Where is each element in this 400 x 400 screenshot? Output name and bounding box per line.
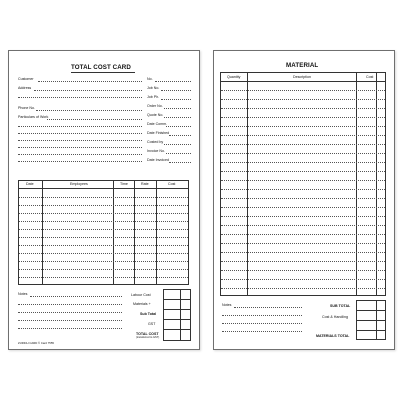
table-row[interactable] bbox=[19, 229, 188, 230]
sub-total-label: Sub Total bbox=[140, 312, 157, 316]
table-row[interactable] bbox=[221, 162, 385, 163]
particulars-label: Particulars of Work bbox=[18, 115, 49, 119]
table-row[interactable] bbox=[221, 270, 385, 271]
title-underline bbox=[71, 72, 135, 73]
summary-row-rule bbox=[356, 310, 386, 311]
job-no-label: Job No. bbox=[147, 86, 160, 90]
job-ph-field[interactable] bbox=[161, 99, 191, 100]
summary-box bbox=[163, 289, 191, 341]
order-no-field[interactable] bbox=[164, 108, 191, 109]
address-field-1[interactable] bbox=[34, 90, 142, 91]
table-row[interactable] bbox=[221, 198, 385, 199]
job-ph-label: Job Ph. bbox=[147, 95, 160, 99]
material-table-header-rule bbox=[220, 81, 386, 82]
customer-field[interactable] bbox=[38, 81, 142, 82]
table-row[interactable] bbox=[221, 216, 385, 217]
total-cost-card bbox=[8, 50, 200, 350]
col-quantity: Quantity bbox=[227, 75, 241, 79]
particulars-field-6[interactable] bbox=[18, 154, 142, 155]
notes-line[interactable] bbox=[18, 328, 122, 329]
date-finished-label: Date Finished bbox=[147, 131, 170, 135]
quote-no-label: Quote No. bbox=[147, 113, 164, 117]
table-row[interactable] bbox=[221, 207, 385, 208]
table-row[interactable] bbox=[19, 261, 188, 262]
table-row[interactable] bbox=[19, 213, 188, 214]
particulars-field-3[interactable] bbox=[18, 133, 142, 134]
col-date: Date bbox=[26, 182, 34, 186]
labour-table-header-rule bbox=[18, 188, 189, 189]
notes-line[interactable] bbox=[18, 304, 122, 305]
col-rate: Rate bbox=[141, 182, 149, 186]
table-row[interactable] bbox=[221, 279, 385, 280]
date-invoiced-field[interactable] bbox=[169, 162, 191, 163]
col-time: Time bbox=[120, 182, 128, 186]
date-finished-field[interactable] bbox=[169, 135, 191, 136]
particulars-field-5[interactable] bbox=[18, 147, 142, 148]
summary-row-rule bbox=[163, 299, 191, 300]
material-col-divider bbox=[247, 72, 248, 296]
table-row[interactable] bbox=[221, 126, 385, 127]
summary-col-divider bbox=[180, 289, 181, 341]
col-cost: Cost bbox=[168, 182, 176, 186]
address-field-2[interactable] bbox=[18, 97, 142, 98]
quote-no-field[interactable] bbox=[164, 117, 191, 118]
cost-handling-label: Cost & Handling bbox=[322, 315, 348, 319]
card-title: TOTAL COST CARD bbox=[71, 64, 131, 71]
table-row[interactable] bbox=[221, 108, 385, 109]
notes-line[interactable] bbox=[222, 331, 302, 332]
date-comm-field[interactable] bbox=[166, 126, 191, 127]
table-row[interactable] bbox=[19, 197, 188, 198]
table-row[interactable] bbox=[19, 237, 188, 238]
no-label: No. bbox=[147, 77, 153, 81]
table-row[interactable] bbox=[221, 171, 385, 172]
costed-by-field[interactable] bbox=[164, 144, 191, 145]
notes-line[interactable] bbox=[234, 307, 302, 308]
table-row[interactable] bbox=[221, 252, 385, 253]
sub-total-label: SUB TOTAL bbox=[330, 304, 351, 308]
date-comm-label: Date Comm. bbox=[147, 122, 168, 126]
phone-field[interactable] bbox=[36, 110, 142, 111]
card-title: MATERIAL bbox=[286, 62, 319, 69]
notes-line[interactable] bbox=[222, 315, 302, 316]
particulars-field-4[interactable] bbox=[18, 140, 142, 141]
table-row[interactable] bbox=[221, 99, 385, 100]
particulars-field-2[interactable] bbox=[18, 126, 142, 127]
invoice-no-label: Invoice No. bbox=[147, 149, 165, 153]
summary-row-rule bbox=[163, 329, 191, 330]
material-table bbox=[220, 72, 386, 296]
table-row[interactable] bbox=[221, 180, 385, 181]
summary-row-rule bbox=[163, 309, 191, 310]
particulars-field-7[interactable] bbox=[18, 161, 142, 162]
material-col-divider bbox=[376, 72, 377, 296]
table-row[interactable] bbox=[221, 189, 385, 190]
job-no-field[interactable] bbox=[161, 90, 191, 91]
no-field[interactable] bbox=[155, 81, 191, 82]
materials-label: Materials + bbox=[133, 302, 151, 306]
table-row[interactable] bbox=[19, 245, 188, 246]
material-col-divider bbox=[356, 72, 357, 296]
notes-line[interactable] bbox=[18, 320, 122, 321]
table-row[interactable] bbox=[221, 135, 385, 136]
address-label: Address bbox=[18, 86, 32, 90]
table-row[interactable] bbox=[19, 277, 188, 278]
table-row[interactable] bbox=[19, 269, 188, 270]
summary-row-rule bbox=[356, 320, 386, 321]
table-row[interactable] bbox=[19, 253, 188, 254]
col-employees: Employees bbox=[70, 182, 88, 186]
materials-total-label: MATERIALS TOTAL bbox=[316, 334, 350, 338]
invoice-no-field[interactable] bbox=[166, 153, 191, 154]
labour-cost-label: Labour Cost bbox=[131, 293, 151, 297]
date-invoiced-label: Date Invoiced bbox=[147, 158, 169, 162]
costed-by-label: Costed by bbox=[147, 140, 164, 144]
footer-note: ZURICH CARD © Card 7555 bbox=[18, 341, 54, 345]
table-row[interactable] bbox=[221, 225, 385, 226]
phone-label: Phone No. bbox=[18, 106, 35, 110]
table-row[interactable] bbox=[221, 261, 385, 262]
particulars-field-1[interactable] bbox=[47, 119, 142, 120]
total-cost-label: TOTAL COST bbox=[136, 332, 159, 336]
material-card bbox=[213, 50, 395, 350]
table-row[interactable] bbox=[221, 90, 385, 91]
table-row[interactable] bbox=[221, 117, 385, 118]
notes-line[interactable] bbox=[30, 296, 122, 297]
col-description: Description bbox=[293, 75, 311, 79]
table-row[interactable] bbox=[221, 288, 385, 289]
notes-line[interactable] bbox=[18, 312, 122, 313]
customer-label: Customer bbox=[18, 77, 34, 81]
notes-line[interactable] bbox=[222, 323, 302, 324]
table-row[interactable] bbox=[19, 205, 188, 206]
table-row[interactable] bbox=[19, 221, 188, 222]
gst-label: GST bbox=[148, 322, 156, 326]
col-cost: Cost bbox=[366, 75, 374, 79]
table-row[interactable] bbox=[221, 144, 385, 145]
notes-label: Notes bbox=[18, 292, 28, 296]
summary-row-rule bbox=[163, 319, 191, 320]
table-row[interactable] bbox=[221, 153, 385, 154]
summary-row-rule bbox=[356, 330, 386, 331]
total-cost-note: (transferred to GST) bbox=[136, 336, 160, 339]
order-no-label: Order No. bbox=[147, 104, 163, 108]
table-row[interactable] bbox=[221, 243, 385, 244]
table-row[interactable] bbox=[221, 234, 385, 235]
notes-label: Notes bbox=[222, 303, 232, 307]
